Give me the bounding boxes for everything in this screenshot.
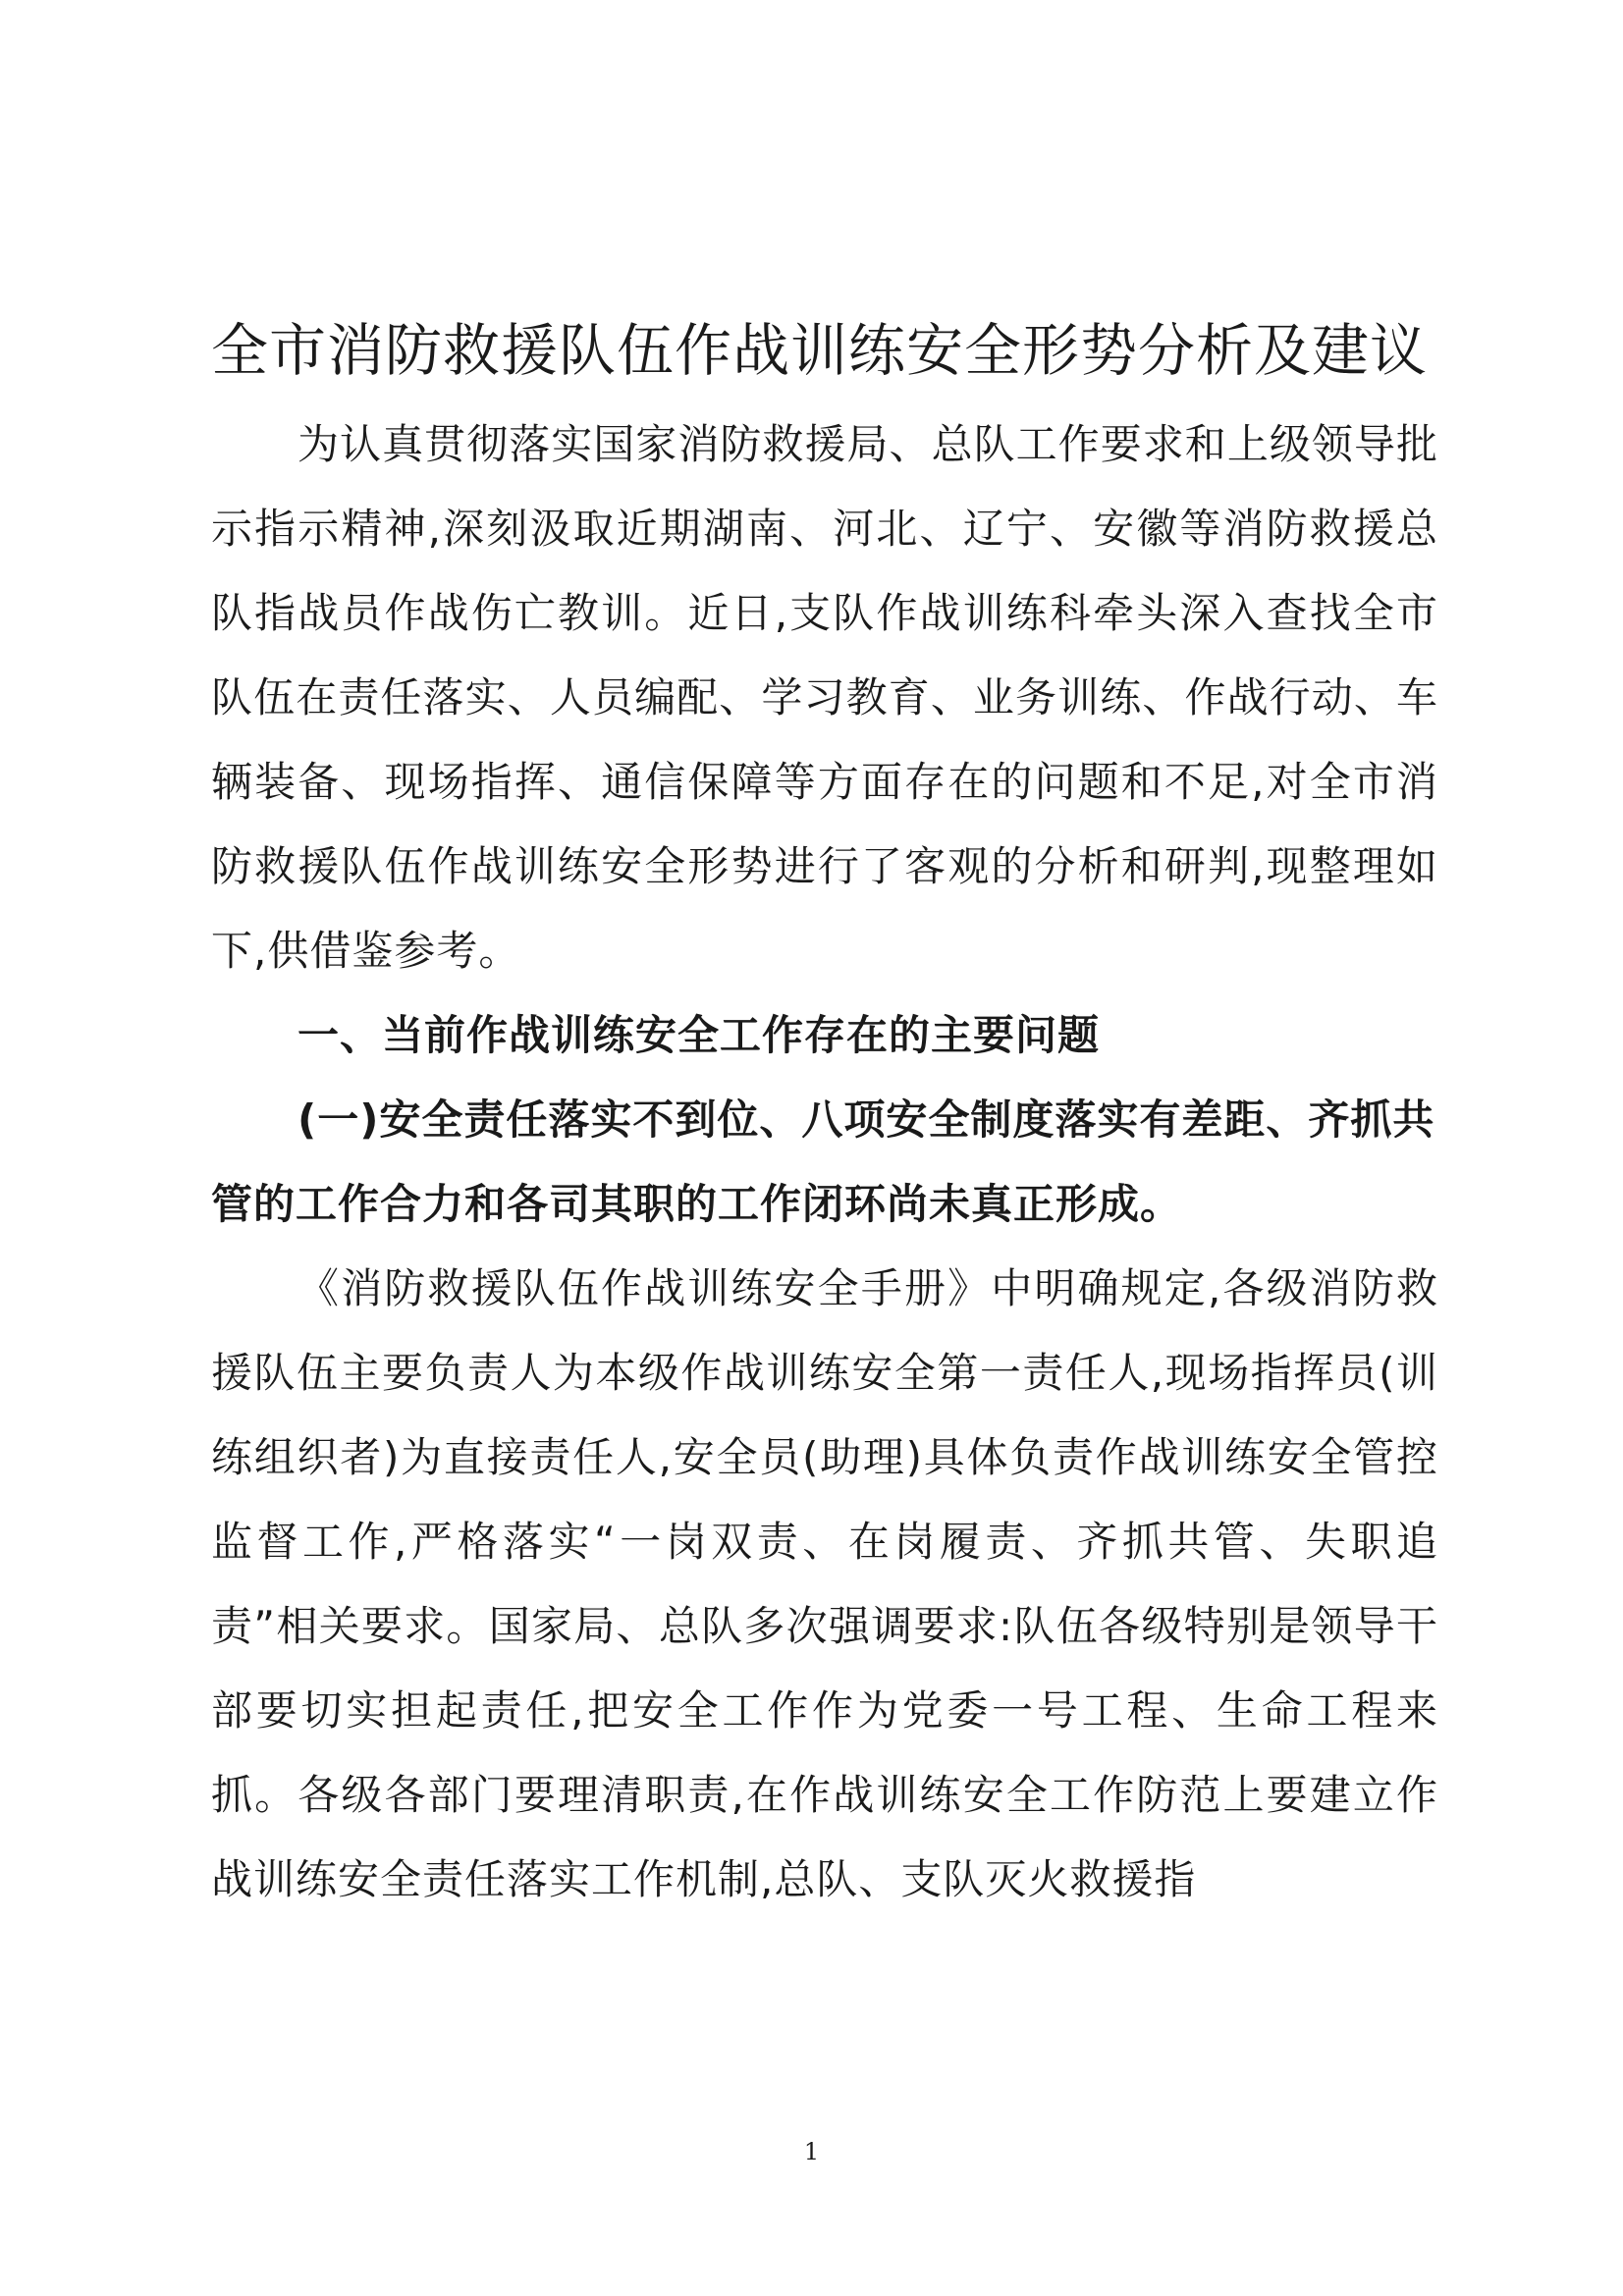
intro-paragraph: 为认真贯彻落实国家消防救援局、总队工作要求和上级领导批示指示精神,深刻汲取近期湖南、河北、辽宁、安徽等消防救援总队指战员作战伤亡教训。近日,支队作战训练科牵头深入查找全市队伍在责任落实、人员编配、学习教育、业务训练、作战行动、车辆装备、现场指挥、通信保障等方面存在的问题和不足,对全市消防救援队伍作战训练安全形势进行了客观的分析和研判,现整理如下,供借鉴参考。 <box>211 420 1438 975</box>
page-number: 1 <box>803 2138 820 2165</box>
body-paragraph: 《消防救援队伍作战训练安全手册》中明确规定,各级消防救援队伍主要负责人为本级作战训练安全第一责任人,现场指挥员(训练组织者)为直接责任人,安全员(助理)具体负责作战训练安全管控监督工作,严格落实“一岗双责、在岗履责、齐抓共管、失职追责”相关要求。国家局、总队多次强调要求:队伍各级特别是领导干部要切实担起责任,把安全工作作为党委一号工程、生命工程来抓。各级各部门要理清职责,在作战训练安全工作防范上要建立作战训练安全责任落实工作机制,总队、支队灭火救援指 <box>211 1264 1438 1903</box>
subsection-heading-1: (一)安全责任落实不到位、八项安全制度落实有差距、齐抓共管的工作合力和各司其职的工作闭环尚未真正形成。 <box>211 1095 1435 1228</box>
document-title: 全市消防救援队伍作战训练安全形势分析及建议 <box>211 317 1429 384</box>
document-body <box>211 312 1438 1922</box>
section-heading-1: 一、当前作战训练安全工作存在的主要问题 <box>298 1011 1101 1059</box>
